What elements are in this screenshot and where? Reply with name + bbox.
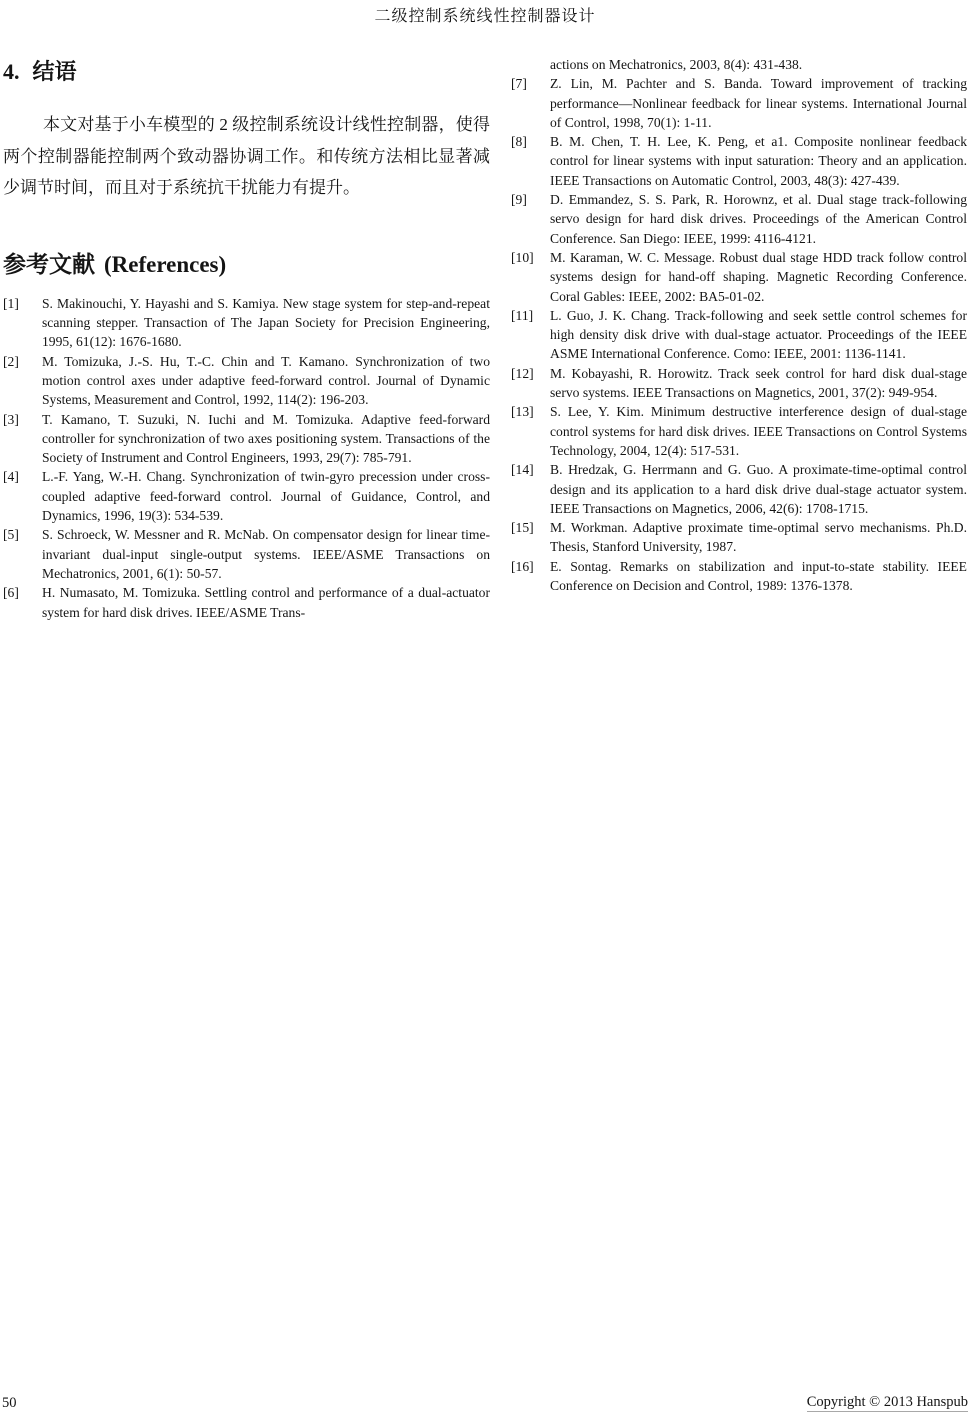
reference-text: B. M. Chen, T. H. Lee, K. Peng, et a1. Composite nonlinear feedback control for linear systems with input saturation: Theory and an application. IEEE Transactions on Automatic Control, 2003, 48(3): 427-439. xyxy=(550,134,967,188)
reference-item xyxy=(3,294,490,352)
reference-item xyxy=(511,402,967,460)
reference-item xyxy=(3,467,490,525)
reference-text: M. Kobayashi, R. Horowitz. Track seek control for hard disk dual-stage servo systems. IEEE Transactions on Magnetics, 2001, 37(2): 949-954. xyxy=(550,365,967,401)
reference-item xyxy=(511,132,967,190)
reference-item xyxy=(3,352,490,410)
reference-text: L.-F. Yang, W.-H. Chang. Synchronization of twin-gyro precession under cross-coupled adaptive feed-forward control. Journal of Guidance, Control, and Dynamics, 1996, 19(3): 534-539. xyxy=(42,469,490,524)
references-heading-en: (References) xyxy=(104,251,227,277)
reference-text: M. Tomizuka, J.-S. Hu, T.-C. Chin and T. Kamano. Synchronization of two motion control axes under adaptive feed-forward control. Journal of Dynamic Systems, Measurement and Control, 1992, 114(2): 196-203. xyxy=(42,353,490,408)
reference-number: [8] xyxy=(511,134,527,150)
references-heading-zh: 参考文献 xyxy=(3,251,95,277)
footer-page-number: 50 xyxy=(2,1395,17,1411)
reference-number: [3] xyxy=(3,411,19,427)
references-list-left xyxy=(3,294,490,622)
reference-number: [5] xyxy=(3,527,19,543)
conclusion-heading-number: 4. xyxy=(3,59,20,84)
reference-item xyxy=(3,525,490,583)
reference-number: [11] xyxy=(511,307,534,323)
reference-item xyxy=(511,460,967,518)
left-column xyxy=(3,55,490,622)
footer-copyright: Copyright © 2013 Hanspub xyxy=(806,1394,968,1410)
references-heading xyxy=(3,251,490,279)
reference-number: [10] xyxy=(511,249,534,265)
reference-item xyxy=(511,306,967,364)
reference-carryover-line: actions on Mechatronics, 2003, 8(4): 431-438. xyxy=(550,57,803,72)
reference-item xyxy=(511,557,967,596)
reference-number: [12] xyxy=(511,365,534,381)
reference-number: [16] xyxy=(511,558,534,574)
reference-number: [7] xyxy=(511,76,527,92)
reference-item xyxy=(3,583,490,622)
reference-text: M. Karaman, W. C. Message. Robust dual stage HDD track follow control systems design for hand-off shaping. Magnetic Recording Conference. Coral Gables: IEEE, 2002: BA5-01-02. xyxy=(550,249,967,304)
reference-text: S. Lee, Y. Kim. Minimum destructive interference design of dual-stage control systems for hard disk drives. IEEE Transactions on Control Systems Technology, 2004, 12(4): 517-531. xyxy=(550,404,967,458)
reference-text: Z. Lin, M. Pachter and S. Banda. Toward improvement of tracking performance—Nonlinear feedback for linear systems. International Journal of Control, 1998, 70(1): 1-11. xyxy=(550,76,967,130)
reference-number: [1] xyxy=(3,295,19,311)
reference-text: L. Guo, J. K. Chang. Track-following and seek settle control schemes for high density disk drive with dual-stage actuator. Proceedings of the IEEE ASME International Conference. Como: IEEE, 2001: 1136-1141. xyxy=(550,307,967,362)
reference-item xyxy=(511,248,967,306)
reference-item xyxy=(3,410,490,468)
reference-text: M. Workman. Adaptive proximate time-optimal servo mechanisms. Ph.D. Thesis, Stanford University, 1987. xyxy=(550,520,967,555)
reference-text: B. Hredzak, G. Herrmann and G. Guo. A proximate-time-optimal control design and its application to a hard disk drive dual-stage actuator system. IEEE Transactions on Magnetics, 2006, 42(6): 1708-1715. xyxy=(550,462,967,516)
reference-text: S. Makinouchi, Y. Hayashi and S. Kamiya. New stage system for step-and-repeat scanning stepper. Transaction of The Japan Society for Precision Engineering, 1995, 61(12): 1676-1680. xyxy=(42,295,490,350)
right-column xyxy=(511,55,967,622)
two-column-body xyxy=(3,55,967,622)
reference-number: [15] xyxy=(511,520,534,536)
references-list-right xyxy=(511,74,967,595)
reference-text: D. Emmandez, S. S. Park, R. Horownz, et al. Dual stage track-following servo design for hard disk drives. Proceedings of the American Control Conference. San Diego: IEEE, 1999: 4116-4121. xyxy=(550,192,967,246)
conclusion-heading xyxy=(3,59,490,85)
reference-item xyxy=(511,518,967,557)
reference-number: [13] xyxy=(511,404,534,420)
reference-item xyxy=(511,364,967,403)
reference-number: [4] xyxy=(3,469,19,485)
reference-text: E. Sontag. Remarks on stabilization and input-to-state stability. IEEE Conference on Decision and Control, 1989: 1376-1378. xyxy=(550,558,967,594)
reference-number: [6] xyxy=(3,585,19,601)
reference-text: T. Kamano, T. Suzuki, N. Iuchi and M. Tomizuka. Adaptive feed-forward controller for synchronization of two axes positioning system. Transactions of the Society of Instrument and Control Engineers, 1993, 29(7): 785-791. xyxy=(42,411,490,466)
conclusion-paragraph: 本文对基于小车模型的 2 级控制系统设计线性控制器，使得两个控制器能控制两个致动器协调工作。和传统方法相比显著减少调节时间，而且对于系统抗干扰能力有提升。 xyxy=(3,115,490,198)
reference-text: H. Numasato, M. Tomizuka. Settling control and performance of a dual-actuator system for hard disk drives. IEEE/ASME Trans- xyxy=(42,585,490,620)
reference-number: [14] xyxy=(511,462,534,478)
reference-item xyxy=(511,190,967,248)
reference-number: [9] xyxy=(511,192,527,208)
reference-text: S. Schroeck, W. Messner and R. McNab. On compensator design for linear time-invariant dual-input single-output systems. IEEE/ASME Transactions on Mechatronics, 2001, 6(1): 50-57. xyxy=(42,527,490,581)
running-head-title: 二级控制系统线性控制器设计 xyxy=(374,8,596,25)
reference-item xyxy=(511,74,967,132)
reference-number: [2] xyxy=(3,353,19,369)
conclusion-heading-label: 结语 xyxy=(32,59,77,84)
